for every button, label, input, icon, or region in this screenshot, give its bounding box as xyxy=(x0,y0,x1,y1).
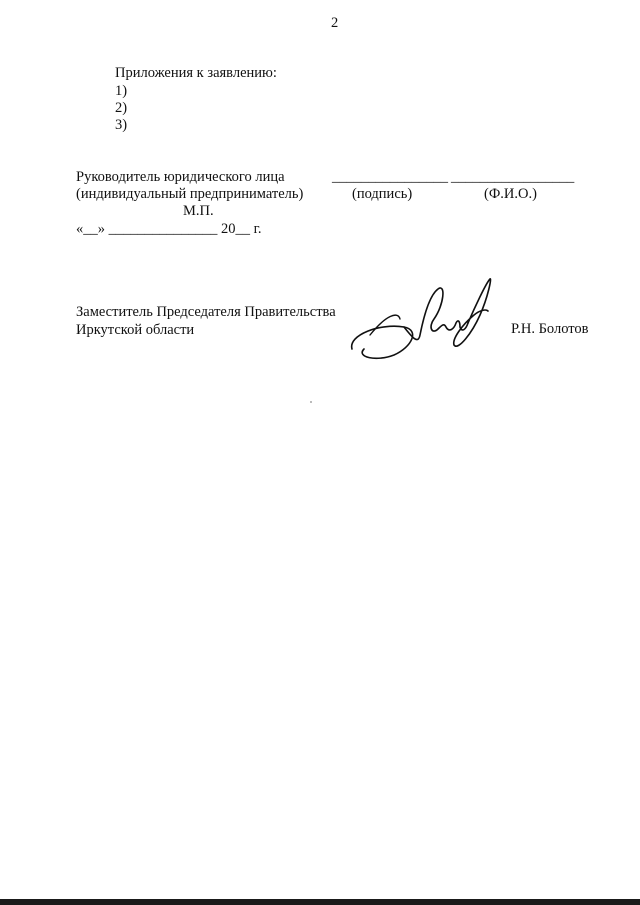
handwritten-signature xyxy=(346,275,496,365)
official-name: Р.Н. Болотов xyxy=(511,321,589,337)
attachments-heading: Приложения к заявлению: xyxy=(115,65,277,81)
attachment-item-1: 1) xyxy=(115,83,128,99)
page-number: 2 xyxy=(331,15,339,31)
stamp-label: М.П. xyxy=(183,203,214,219)
applicant-title-line1: Руководитель юридического лица xyxy=(76,169,285,185)
date-line: «__» _______________ 20__ г. xyxy=(76,221,262,237)
name-underline: _________________ xyxy=(451,169,575,185)
name-caption: (Ф.И.О.) xyxy=(484,186,537,202)
attachment-item-3: 3) xyxy=(115,117,128,133)
scan-bottom-border xyxy=(0,899,640,905)
signature-underline: ________________ xyxy=(332,169,448,185)
applicant-title-line2: (индивидуальный предприниматель) xyxy=(76,186,304,202)
attachment-item-2: 2) xyxy=(115,100,128,116)
signature-caption: (подпись) xyxy=(352,186,413,202)
official-title-line2: Иркутской области xyxy=(76,322,195,338)
official-title-line1: Заместитель Председателя Правительства xyxy=(76,304,336,320)
scan-speck xyxy=(310,401,312,403)
